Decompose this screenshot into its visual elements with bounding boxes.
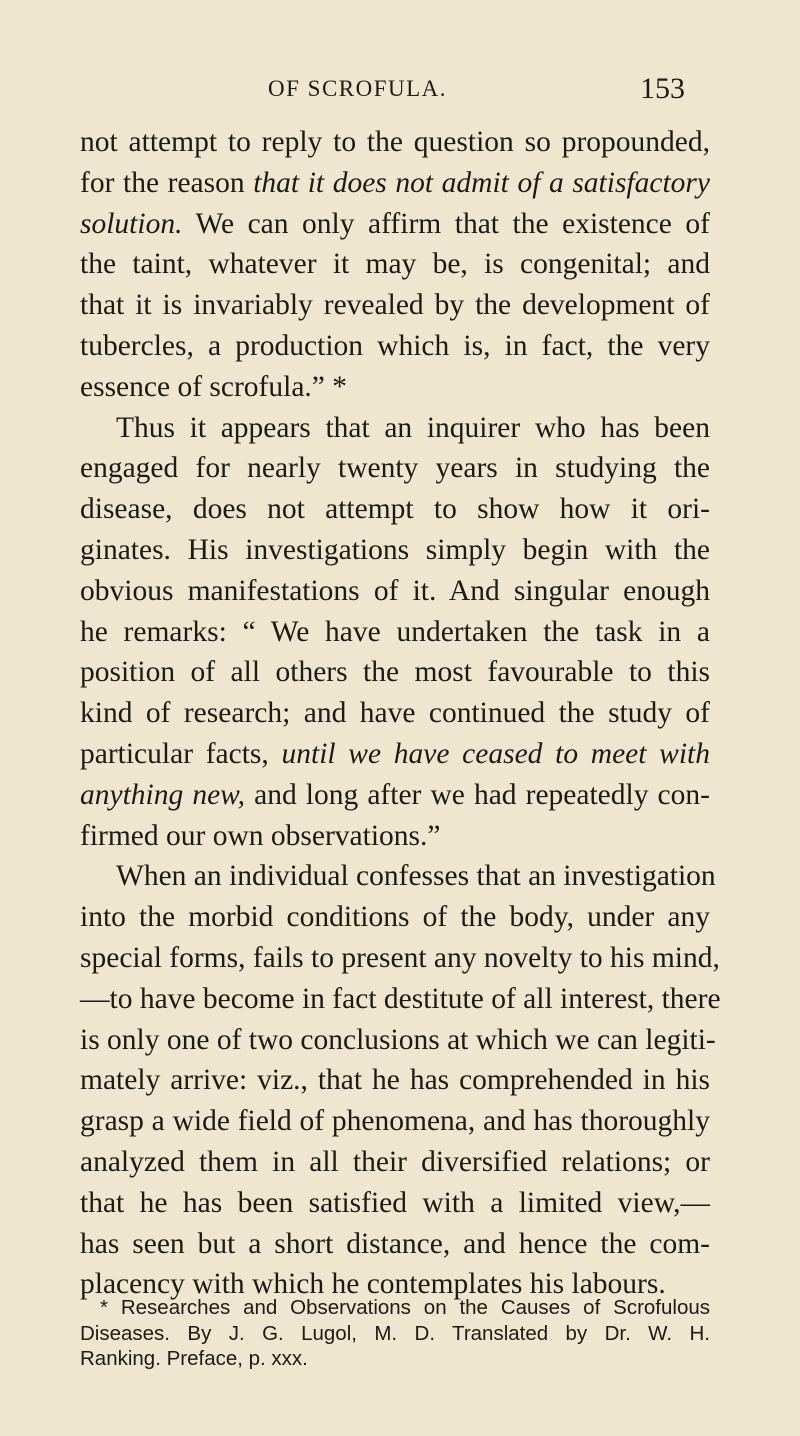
text-line [80,979,721,1020]
text-run: is only one of two conclusions at which we can legiti- [80,1023,716,1056]
text-line [80,326,710,367]
text-line [80,775,710,816]
text-line [80,448,710,489]
text-line [80,938,720,979]
text-line [80,734,710,775]
running-title: OF SCROFULA. [268,76,448,101]
text-line [80,244,710,285]
text-line [80,163,710,204]
footnote [80,1295,710,1372]
italic-text: until we have ceased to meet with [281,737,710,770]
text-run: has seen but a short distance, and hence the com- [80,1227,710,1260]
text-line [80,408,710,449]
text-line [80,367,710,408]
text-line [80,530,710,571]
text-line [80,1101,710,1142]
text-run: into the morbid conditions of the body, under any [80,901,710,934]
text-line [80,571,710,612]
text-line [80,693,710,734]
text-run: special forms, fails to present any novelty to his mind, [80,941,720,974]
text-line [80,285,710,326]
text-line [80,652,710,693]
text-run: position of all others the most favourable to this [80,656,710,689]
text-run: analyzed them in all their diversified relations; or [80,1145,710,1178]
text-line [80,856,716,897]
text-run: he remarks: “ We have undertaken the task in a [80,615,710,648]
italic-text: that it does not admit of a satisfactory [253,166,710,199]
page-number: 153 [640,72,685,105]
paragraph [80,408,710,857]
text-run: firmed our own observations.” [80,819,441,852]
text-run: —to have become in fact destitute of all interest, there [80,982,721,1015]
text-run: and long after we had repeatedly con- [245,778,710,811]
text-run: mately arrive: viz., that he has comprehended in his [80,1064,710,1097]
footnote-line: * Researches and Observations on the Causes of Scrofulous [100,1296,710,1319]
text-run: ginates. His investigations simply begin with the [80,533,710,566]
running-head [0,72,800,112]
text-run: tubercles, a production which is, in fact, the very [80,329,710,362]
text-run: engaged for nearly twenty years in studying the [80,452,710,485]
italic-text: anything new, [80,778,246,811]
text-run: not attempt to reply to the question so propounded, [80,126,710,158]
text-run: placency with which he contemplates his labours. [80,1268,666,1301]
text-line [80,612,710,653]
footnote-line: Ranking. Preface, p. xxx. [80,1347,308,1370]
text-run: particular facts, [80,737,282,770]
text-line [80,1183,710,1224]
text-line [80,204,710,245]
paragraph [80,122,710,408]
text-run: We can only affirm that the existence of [182,207,710,240]
text-line [80,1020,716,1061]
text-run: that he has been satisfied with a limited view,— [80,1186,710,1219]
text-run: Thus it appears that an inquirer who has been [116,411,710,444]
paragraph [80,856,721,1305]
italic-text: solution. [80,207,183,240]
text-line [80,897,710,938]
text-run: When an individual confesses that an investigation [116,860,716,893]
footnote-line: Diseases. By J. G. Lugol, M. D. Translated by Dr. W. H. [80,1321,710,1345]
text-run: that it is invariably revealed by the development of [80,289,710,322]
body-text [80,122,721,1305]
text-line [80,1224,710,1265]
text-run: obvious manifestations of it. And singular enough [80,574,710,607]
text-line [80,489,710,530]
text-line [80,1060,710,1101]
text-run: the taint, whatever it may be, is congenital; and [80,248,710,281]
text-line [80,122,710,163]
text-run: disease, does not attempt to show how it ori- [80,493,710,526]
text-run: essence of scrofula.” * [80,370,348,403]
text-run: kind of research; and have continued the study of [80,697,710,730]
text-run: for the reason [80,166,254,199]
text-line [80,1142,710,1183]
text-line [80,816,710,857]
text-run: grasp a wide field of phenomena, and has thoroughly [80,1105,710,1138]
